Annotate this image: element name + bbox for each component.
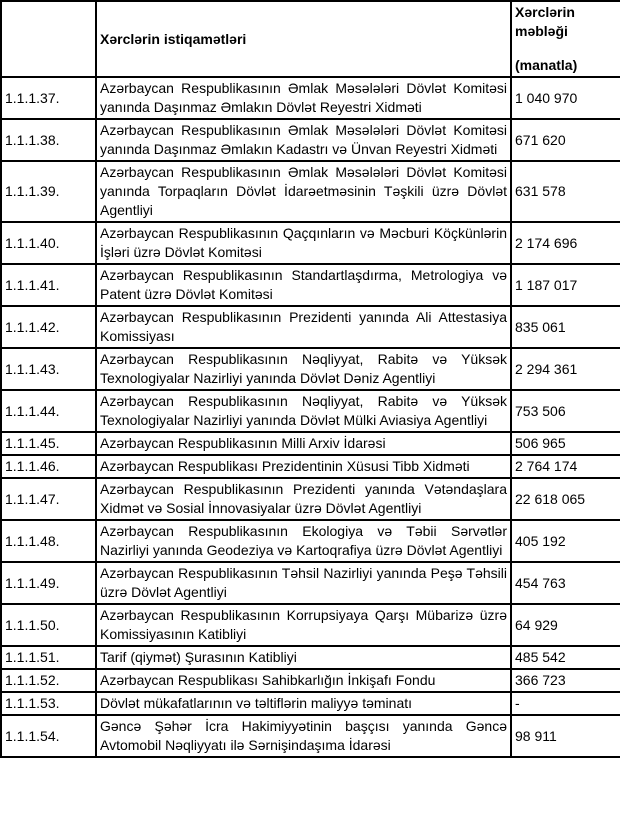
table-row bbox=[1, 348, 620, 390]
row-amount: 454 763 bbox=[511, 562, 620, 604]
row-direction: Azərbaycan Respublikasının Prezidenti yanında Vətəndaşlara Xidmət və Sosial İnnovasiyalar üzrə Dövlət Agentliyi bbox=[96, 478, 511, 520]
row-amount: 835 061 bbox=[511, 306, 620, 348]
row-direction: Azərbaycan Respublikasının Əmlak Məsələləri Dövlət Komitəsi yanında Torpaqların Dövlət İdarəetməsinin Təşkili üzrə Dövlət Agentliyi bbox=[96, 161, 511, 222]
row-direction: Azərbaycan Respublikasının Əmlak Məsələləri Dövlət Komitəsi yanında Daşınmaz Əmlakın Kadastrı və Ünvan Reyestri Xidməti bbox=[96, 119, 511, 161]
row-code: 1.1.1.42. bbox=[1, 306, 96, 348]
header-cell-code bbox=[1, 1, 96, 77]
row-direction: Gəncə Şəhər İcra Hakimiyyətinin başçısı yanında Gəncə Avtomobil Nəqliyyatı ilə Sərnişindaşıma İdarəsi bbox=[96, 715, 511, 757]
table-row bbox=[1, 520, 620, 562]
row-code: 1.1.1.37. bbox=[1, 77, 96, 119]
table-row bbox=[1, 478, 620, 520]
row-amount: 753 506 bbox=[511, 390, 620, 432]
row-direction: Azərbaycan Respublikasının Əmlak Məsələləri Dövlət Komitəsi yanında Daşınmaz Əmlakın Dövlət Reyestri Xidməti bbox=[96, 77, 511, 119]
table-row bbox=[1, 119, 620, 161]
table-row bbox=[1, 562, 620, 604]
table-row bbox=[1, 646, 620, 669]
row-code: 1.1.1.40. bbox=[1, 222, 96, 264]
row-code: 1.1.1.39. bbox=[1, 161, 96, 222]
row-amount: 485 542 bbox=[511, 646, 620, 669]
row-code: 1.1.1.47. bbox=[1, 478, 96, 520]
table-row bbox=[1, 306, 620, 348]
row-code: 1.1.1.48. bbox=[1, 520, 96, 562]
row-amount: 2 294 361 bbox=[511, 348, 620, 390]
row-code: 1.1.1.38. bbox=[1, 119, 96, 161]
row-amount: 2 764 174 bbox=[511, 455, 620, 478]
header-amount-line2: (manatla) bbox=[515, 57, 578, 73]
header-amount-line1: Xərclərin məbləği bbox=[515, 4, 575, 39]
row-amount: 1 040 970 bbox=[511, 77, 620, 119]
row-code: 1.1.1.53. bbox=[1, 692, 96, 715]
row-code: 1.1.1.43. bbox=[1, 348, 96, 390]
table-row bbox=[1, 455, 620, 478]
row-code: 1.1.1.46. bbox=[1, 455, 96, 478]
table-row bbox=[1, 692, 620, 715]
row-direction: Azərbaycan Respublikası Prezidentinin Xüsusi Tibb Xidməti bbox=[96, 455, 511, 478]
row-amount: - bbox=[511, 692, 620, 715]
table-row bbox=[1, 77, 620, 119]
table-row bbox=[1, 161, 620, 222]
row-direction: Azərbaycan Respublikası Sahibkarlığın İnkişafı Fondu bbox=[96, 669, 511, 692]
row-direction: Azərbaycan Respublikasının Prezidenti yanında Ali Attestasiya Komissiyası bbox=[96, 306, 511, 348]
table-row bbox=[1, 222, 620, 264]
row-amount: 405 192 bbox=[511, 520, 620, 562]
row-code: 1.1.1.45. bbox=[1, 432, 96, 455]
row-code: 1.1.1.49. bbox=[1, 562, 96, 604]
row-direction: Azərbaycan Respublikasının Nəqliyyat, Rabitə və Yüksək Texnologiyalar Nazirliyi yanında Dövlət Mülki Aviasiya Agentliyi bbox=[96, 390, 511, 432]
header-cell-directions: Xərclərin istiqamətləri bbox=[96, 1, 511, 77]
row-direction: Dövlət mükafatlarının və təltiflərin maliyyə təminatı bbox=[96, 692, 511, 715]
row-amount: 22 618 065 bbox=[511, 478, 620, 520]
row-code: 1.1.1.41. bbox=[1, 264, 96, 306]
row-code: 1.1.1.44. bbox=[1, 390, 96, 432]
expense-table-body bbox=[1, 77, 620, 757]
row-direction: Tarif (qiymət) Şurasının Katibliyi bbox=[96, 646, 511, 669]
table-row bbox=[1, 264, 620, 306]
table-row bbox=[1, 604, 620, 646]
row-direction: Azərbaycan Respublikasının Ekologiya və Təbii Sərvətlər Nazirliyi yanında Geodeziya və Kartoqrafiya üzrə Dövlət Agentliyi bbox=[96, 520, 511, 562]
table-row bbox=[1, 390, 620, 432]
row-amount: 2 174 696 bbox=[511, 222, 620, 264]
row-code: 1.1.1.50. bbox=[1, 604, 96, 646]
row-code: 1.1.1.54. bbox=[1, 715, 96, 757]
row-direction: Azərbaycan Respublikasının Standartlaşdırma, Metrologiya və Patent üzrə Dövlət Komitəsi bbox=[96, 264, 511, 306]
row-code: 1.1.1.51. bbox=[1, 646, 96, 669]
row-direction: Azərbaycan Respublikasının Qaçqınların və Məcburi Köçkünlərin İşləri üzrə Dövlət Komitəsi bbox=[96, 222, 511, 264]
row-direction: Azərbaycan Respublikasının Korrupsiyaya Qarşı Mübarizə üzrə Komissiyasının Katibliyi bbox=[96, 604, 511, 646]
row-direction: Azərbaycan Respublikasının Təhsil Nazirliyi yanında Peşə Təhsili üzrə Dövlət Agentliyi bbox=[96, 562, 511, 604]
row-code: 1.1.1.52. bbox=[1, 669, 96, 692]
row-amount: 366 723 bbox=[511, 669, 620, 692]
row-amount: 671 620 bbox=[511, 119, 620, 161]
row-direction: Azərbaycan Respublikasının Milli Arxiv İdarəsi bbox=[96, 432, 511, 455]
row-amount: 64 929 bbox=[511, 604, 620, 646]
row-amount: 631 578 bbox=[511, 161, 620, 222]
table-row bbox=[1, 432, 620, 455]
header-row bbox=[1, 1, 620, 77]
row-direction: Azərbaycan Respublikasının Nəqliyyat, Rabitə və Yüksək Texnologiyalar Nazirliyi yanında Dövlət Dəniz Agentliyi bbox=[96, 348, 511, 390]
expense-table-header bbox=[1, 1, 620, 77]
table-row bbox=[1, 715, 620, 757]
row-amount: 506 965 bbox=[511, 432, 620, 455]
row-amount: 1 187 017 bbox=[511, 264, 620, 306]
header-cell-amount bbox=[511, 1, 620, 77]
header-amount-wrapper bbox=[515, 3, 617, 75]
table-row bbox=[1, 669, 620, 692]
row-amount: 98 911 bbox=[511, 715, 620, 757]
